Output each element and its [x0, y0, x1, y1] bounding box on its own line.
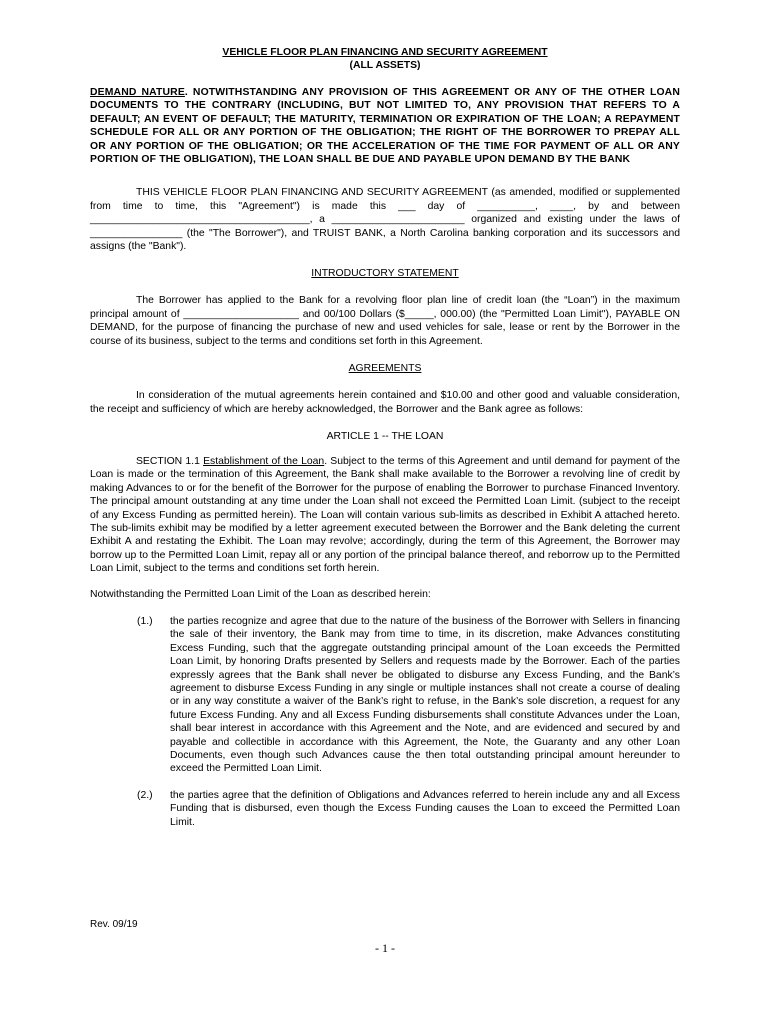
- section-1-1-text: . Subject to the terms of this Agreement and until demand for payment of the Loan is made or the termination of this Agreement, the Bank shall make available to the Borrower a revolving line of credit by making Advances to or for the benefit of the Borrower for the purpose of enabling the Borrower to purchase Financed Inventory. The principal amount outstanding at any time under the Loan shall not exceed the Permitted Loan Limit. (subject to the receipt of any Excess Funding as permitted herein). The Loan will contain various sub-limits as described in Exhibit A attached hereto. The sub-limits exhibit may be modified by a letter agreement executed between the Borrower and the Bank deleting the current Exhibit A and restating the Exhibit. The Loan may revolve; accordingly, during the term of this Agreement, the Borrower may borrow up to the Permitted Loan Limit, repay all or any portion of the principal balance thereof, and reborrow up to the Permitted Loan Limit, subject to the terms and conditions set forth herein.: [90, 455, 680, 575]
- demand-nature-text: . NOTWITHSTANDING ANY PROVISION OF THIS AGREEMENT OR ANY OF THE OTHER LOAN DOCUMENTS TO THE CONTRARY (INCLUDING, BUT NOT LIMITED TO, ANY PROVISION THAT REFERS TO A DEFAULT; AN EVENT OF DEFAULT; THE MATURITY, TERMINATION OR EXPIRATION OF THE LOAN; A REPAYMENT SCHEDULE FOR ALL OR ANY PORTION OF THE OBLIGATION; THE RIGHT OF THE BORROWER TO PREPAY ALL OR ANY PORTION OF THE OBLIGATION; OR THE ACCELERATION OF THE TIME FOR PAYMENT OF ALL OR ANY PORTION OF THE OBLIGATION), THE LOAN SHALL BE DUE AND PAYABLE UPON DEMAND BY THE BANK: [90, 87, 680, 166]
- document-title: VEHICLE FLOOR PLAN FINANCING AND SECURITY AGREEMENT: [222, 47, 548, 58]
- section-1-1-label: SECTION 1.1: [136, 455, 204, 467]
- document-subtitle: (ALL ASSETS): [349, 60, 421, 71]
- list-item-text: the parties recognize and agree that due to the nature of the business of the Borrower with Sellers in financing the sale of their inventory, the Bank may from time to time, in its discretion, make Advances constituting Excess Funding, such that the aggregate outstanding principal amount of the Loan exceeds the Permitted Loan Limit, by honoring Drafts presented by Sellers and requests made by the Borrower. Each of the parties expressly agrees that the Bank shall never be obligated to disburse any Excess Funding, and the Bank’s agreement to disburse Excess Funding in any single or multiple instances shall not create a course of dealing or in any way constitute a waiver of the Bank’s right to refuse, in the Bank’s sole discretion, a request for any future Excess Funding. Any and all Excess Funding disbursements shall constitute Advances under the Loan, shall bear interest in accordance with this Agreement and the Note, and are evidenced and secured by and payable and collectible in accordance with this Agreement, the Note, the Guaranty and any other Loan Documents, even though such Advances cause the then total outstanding principal amount hereunder to exceed the Permitted Loan Limit.: [170, 615, 680, 775]
- page-number: - 1 -: [375, 941, 395, 955]
- section-1-1-paragraph: [90, 455, 680, 576]
- demand-nature-label: DEMAND NATURE: [90, 87, 185, 98]
- preamble-paragraph: THIS VEHICLE FLOOR PLAN FINANCING AND SECURITY AGREEMENT (as amended, modified or supplemented from time to time, this "Agreement") is made this ___ day of __________, ____, by and between ______________________________________, a _______________________ organized and existing under the laws of ________________ (the "The Borrower"), and TRUIST BANK, a North Carolina banking corporation and its successors and assigns (the "Bank").: [90, 187, 680, 253]
- demand-nature-paragraph: [90, 86, 680, 166]
- agreements-heading: AGREEMENTS: [348, 363, 422, 375]
- list-item: [90, 789, 680, 829]
- list-item: [90, 615, 680, 776]
- notwithstanding-paragraph: Notwithstanding the Permitted Loan Limit of the Loan as described herein:: [90, 588, 431, 600]
- list-item-text: the parties agree that the definition of Obligations and Advances referred to herein include any and all Excess Funding that is disbursed, even though the Excess Funding causes the Loan to exceed the Permitted Loan Limit.: [170, 789, 680, 828]
- agreements-paragraph: In consideration of the mutual agreements herein contained and $10.00 and other good and valuable consideration, the receipt and sufficiency of which are hereby acknowledged, the Borrower and the Bank agree as follows:: [90, 390, 680, 415]
- list-item-number: (2.): [137, 789, 153, 801]
- introductory-statement-heading: INTRODUCTORY STATEMENT: [311, 268, 459, 280]
- revision-label: Rev. 09/19: [90, 919, 138, 930]
- introductory-statement-paragraph: The Borrower has applied to the Bank for a revolving floor plan line of credit loan (the “Loan”) in the maximum principal amount of ____________________ and 00/100 Dollars ($_____, 000.00) (the "Permitted Loan Limit"), PAYABLE ON DEMAND, for the purpose of financing the purchase of new and used vehicles for sale, lease or rent by the Borrower in the course of its business, subject to the terms and conditions set forth in this Agreement.: [90, 295, 680, 347]
- list-item-number: (1.): [137, 615, 153, 627]
- section-1-1-title: Establishment of the Loan: [203, 455, 325, 467]
- article-1-heading: ARTICLE 1 -- THE LOAN: [326, 430, 444, 442]
